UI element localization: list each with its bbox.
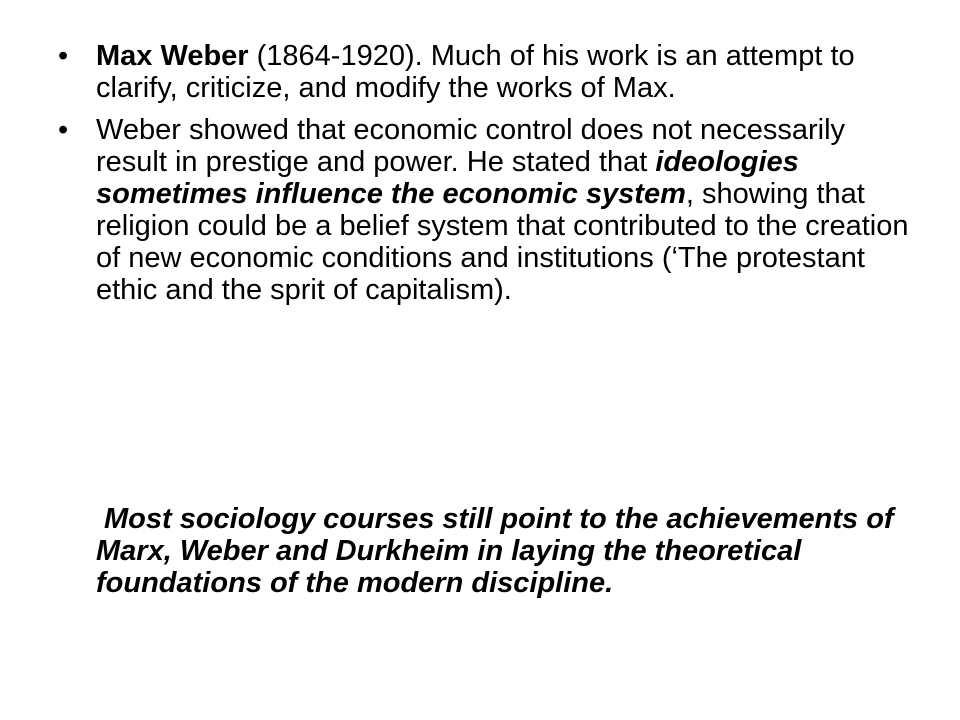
closing-statement: Most sociology courses still point to the achievements of Marx, Weber and Durkheim in laying the theoretical foundations of the modern discipline. (96, 503, 894, 599)
weber-intro-text: (1864-1920). Much of his work is an attempt to clarify, criticize, and modify the works of Max. (96, 40, 855, 104)
bullet-icon: • (58, 40, 69, 72)
economic-control-text-after: , showing that religion could be a belief system that contributed to the creation of new economic conditions and institutions (‘The protestant ethic and the sprit of capitalism). (96, 178, 909, 306)
weber-name: Max Weber (96, 40, 249, 72)
bullet-item-weber-intro (58, 40, 918, 104)
economic-control-text-before: Weber showed that economic control does not necessarily result in prestige and power. He stated that (96, 114, 846, 178)
bullet-icon: • (58, 114, 69, 146)
ideologies-emphasis: ideologies sometimes influence the economic system (96, 146, 799, 210)
bullet-item-economic-control (58, 114, 918, 306)
bullet-list (58, 40, 918, 316)
